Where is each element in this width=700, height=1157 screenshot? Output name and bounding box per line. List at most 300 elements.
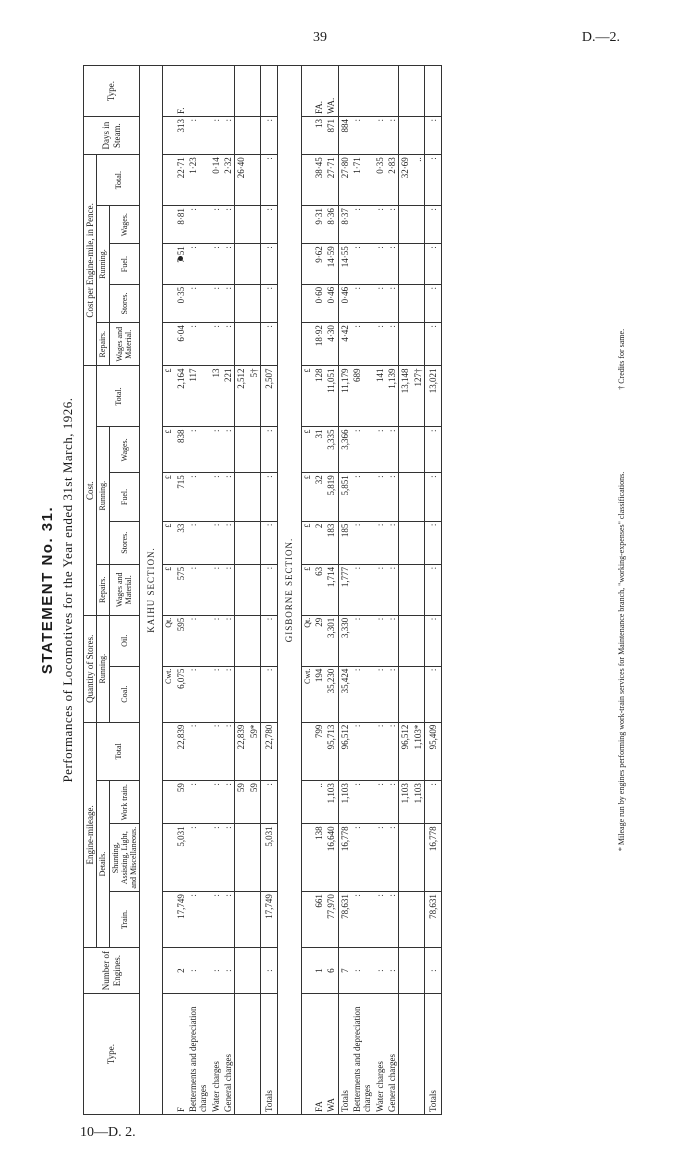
subtotal-row xyxy=(412,66,425,1115)
cell-days-steam: : xyxy=(386,117,399,155)
cell-pence-fuel: : xyxy=(187,244,210,285)
col-type: Type. xyxy=(84,994,140,1115)
units-row xyxy=(301,66,313,1115)
cell-cost-stores: : xyxy=(210,521,222,564)
cell-cost-repairs: 63 xyxy=(313,564,325,615)
cell-pence-total: 0·14 xyxy=(210,155,222,206)
cell-pence-total: 1·71 xyxy=(351,155,374,206)
cell-pence-total: 2·83 xyxy=(386,155,399,206)
cell-train: : xyxy=(187,892,210,948)
locomotive-performance-table xyxy=(83,65,442,1115)
cell-type-right: F. xyxy=(175,66,187,117)
table-row xyxy=(313,66,325,1115)
col-cost-wages: Wages. xyxy=(109,427,140,473)
cell-days-steam: : xyxy=(187,117,210,155)
col-stores-running: Running. xyxy=(97,615,109,722)
unit-pound: £ xyxy=(163,521,175,564)
cell-oil: : xyxy=(261,615,278,666)
cell-cost-wages: : xyxy=(187,427,210,473)
cell-pence-repairs: : xyxy=(210,323,222,366)
cell-coal: : xyxy=(425,666,442,722)
cell-mileage-total: 95,713 xyxy=(325,722,338,781)
cell-pence-repairs: 4·30 xyxy=(325,323,338,366)
col-pence-running: Running. xyxy=(97,206,109,323)
cell-cost-wages: : xyxy=(222,427,235,473)
cell-pence-fuel: : xyxy=(425,244,442,285)
cell-shunting: 16,778 xyxy=(425,824,442,892)
footnote-mileage: * Mileage run by engines performing work-train services for Maintenance branch, "working-expenses" classifications. xyxy=(617,471,626,852)
cell-cost-total: 11,051 xyxy=(325,366,338,427)
cell-cost-repairs: : xyxy=(374,564,386,615)
cell-train: 661 xyxy=(313,892,325,948)
col-days-steam: Days in Steam. xyxy=(84,117,140,155)
col-work-train: Work train. xyxy=(109,781,140,824)
cell-pence-stores: 0·46 xyxy=(325,284,338,322)
cell-engines: : xyxy=(210,948,222,994)
col-pence-total: Total. xyxy=(97,155,140,206)
col-details: Details. xyxy=(97,781,109,948)
cell-days-steam: 884 xyxy=(338,117,351,155)
cell-mileage-total: 1,103* xyxy=(412,722,425,781)
cell-pence-fuel: : xyxy=(386,244,399,285)
cell-pence-repairs: : xyxy=(187,323,210,366)
cell-pence-fuel: : xyxy=(222,244,235,285)
cell-cost-total: 128 xyxy=(313,366,325,427)
row-type: WA xyxy=(325,994,338,1115)
col-engine-mileage: Engine-mileage. xyxy=(84,722,97,947)
cell-mileage-total: : xyxy=(351,722,374,781)
cell-work-train: 1,103 xyxy=(338,781,351,824)
cell-train: : xyxy=(210,892,222,948)
cell-pence-wages: : xyxy=(261,206,278,244)
cell-cost-stores: 185 xyxy=(338,521,351,564)
cell-pence-wages: : xyxy=(187,206,210,244)
cell-pence-wages: : xyxy=(210,206,222,244)
section-header xyxy=(278,66,301,1115)
cell-cost-wages: : xyxy=(261,427,278,473)
cell-shunting: : xyxy=(386,824,399,892)
section-title-kaihu: KAIHU SECTION. xyxy=(140,66,163,1115)
cell-coal: 35,424 xyxy=(338,666,351,722)
cell-engines: 2 xyxy=(175,948,187,994)
footer-reference: 10—D. 2. xyxy=(80,1125,136,1140)
cell-pence-wages: 8·36 xyxy=(325,206,338,244)
cell-cost-total: 5† xyxy=(248,366,261,427)
subtotal-row xyxy=(399,66,412,1115)
col-type-right: Type. xyxy=(84,66,140,117)
cell-pence-repairs: 18·92 xyxy=(313,323,325,366)
cell-pence-fuel: 9·62 xyxy=(313,244,325,285)
unit-qt: Qt. xyxy=(301,615,313,666)
cell-cost-fuel: : xyxy=(425,473,442,521)
unit-pound: £ xyxy=(301,521,313,564)
totals-row xyxy=(338,66,351,1115)
cell-engines: : xyxy=(222,948,235,994)
cell-work-train: : xyxy=(374,781,386,824)
cell-days-steam: : xyxy=(425,117,442,155)
cell-cost-fuel: : xyxy=(261,473,278,521)
row-type: Water charges xyxy=(374,994,386,1115)
row-type: General charges xyxy=(386,994,399,1115)
cell-work-train: 1,103 xyxy=(412,781,425,824)
cell-pence-stores: : xyxy=(210,284,222,322)
cell-cost-stores: : xyxy=(374,521,386,564)
cell-oil: : xyxy=(187,615,210,666)
cell-work-train: : xyxy=(222,781,235,824)
row-type: FA xyxy=(313,994,325,1115)
cell-cost-total: 13 xyxy=(210,366,222,427)
cell-cost-stores: : xyxy=(187,521,210,564)
cell-pence-total: 27·80 xyxy=(338,155,351,206)
cell-pence-fuel: : xyxy=(351,244,374,285)
row-type: Betterments and depreciation charges xyxy=(187,994,210,1115)
cell-work-train: .. xyxy=(313,781,325,824)
cell-pence-stores: : xyxy=(351,284,374,322)
cell-type-right: WA. xyxy=(325,66,338,117)
cell-cost-stores: 2 xyxy=(313,521,325,564)
cell-oil: 29 xyxy=(313,615,325,666)
col-cost-running: Running. xyxy=(97,427,109,564)
cell-pence-stores: 0·46 xyxy=(338,284,351,322)
cell-cost-wages: 3,335 xyxy=(325,427,338,473)
cell-cost-repairs: : xyxy=(210,564,222,615)
units-row xyxy=(163,66,175,1115)
cell-train: : xyxy=(386,892,399,948)
cell-mileage-total: : xyxy=(187,722,210,781)
row-type: Totals xyxy=(425,994,442,1115)
col-num-engines: Number of Engines. xyxy=(84,948,140,994)
cell-oil: : xyxy=(386,615,399,666)
cell-cost-repairs: : xyxy=(386,564,399,615)
cell-pence-total: 22·71 xyxy=(175,155,187,206)
cell-pence-fuel: 14·55 xyxy=(338,244,351,285)
cell-shunting: 16,640 xyxy=(325,824,338,892)
cell-cost-wages: 3,366 xyxy=(338,427,351,473)
cell-pence-stores: 0·60 xyxy=(313,284,325,322)
cell-cost-stores: : xyxy=(222,521,235,564)
cell-cost-repairs: : xyxy=(187,564,210,615)
cell-pence-wages: : xyxy=(374,206,386,244)
cell-cost-wages: 838 xyxy=(175,427,187,473)
totals-row xyxy=(425,66,442,1115)
cell-pence-stores: : xyxy=(425,284,442,322)
cell-days-steam: : xyxy=(374,117,386,155)
cell-pence-total: 1·23 xyxy=(187,155,210,206)
col-pence-wages-material: Wages and Material. xyxy=(109,323,140,366)
table-row xyxy=(351,66,374,1115)
cell-cost-stores: 183 xyxy=(325,521,338,564)
cell-shunting: 5,031 xyxy=(175,824,187,892)
col-train: Train. xyxy=(109,892,140,948)
row-type: Betterments and depreciation charges xyxy=(351,994,374,1115)
cell-train: 77,970 xyxy=(325,892,338,948)
cell-cost-repairs: : xyxy=(351,564,374,615)
cell-pence-fuel: 7·51 xyxy=(175,244,187,285)
cell-cost-fuel: : xyxy=(210,473,222,521)
unit-pound: £ xyxy=(163,366,175,427)
cell-cost-fuel: 5,851 xyxy=(338,473,351,521)
unit-pound: £ xyxy=(163,473,175,521)
cell-pence-repairs: : xyxy=(222,323,235,366)
row-type: Totals xyxy=(338,994,351,1115)
unit-pound: £ xyxy=(163,564,175,615)
cell-oil: : xyxy=(374,615,386,666)
cell-pence-repairs: : xyxy=(374,323,386,366)
cell-cost-repairs: 575 xyxy=(175,564,187,615)
cell-cost-fuel: : xyxy=(374,473,386,521)
document-reference: D.—2. xyxy=(581,30,620,45)
cell-type-right: FA. xyxy=(313,66,325,117)
table-row xyxy=(210,66,222,1115)
unit-pound: £ xyxy=(301,473,313,521)
row-type: Water charges xyxy=(210,994,222,1115)
cell-pence-total: 27·71 xyxy=(325,155,338,206)
cell-work-train: : xyxy=(187,781,210,824)
cell-cost-wages: : xyxy=(210,427,222,473)
col-cost-per-mile: Cost per Engine-mile, in Pence. xyxy=(84,155,97,366)
cell-cost-stores: : xyxy=(425,521,442,564)
subtotal-row xyxy=(235,66,248,1115)
cell-cost-total: 117 xyxy=(187,366,210,427)
cell-work-train: 59 xyxy=(248,781,261,824)
cell-shunting: 5,031 xyxy=(261,824,278,892)
cell-pence-repairs: 4·42 xyxy=(338,323,351,366)
cell-pence-total: : xyxy=(261,155,278,206)
unit-pound: £ xyxy=(301,366,313,427)
cell-coal: 6,075 xyxy=(175,666,187,722)
col-cost-wages-material: Wages and Material. xyxy=(109,564,140,615)
section-title-gisborne: GISBORNE SECTION. xyxy=(278,66,301,1115)
table-row xyxy=(386,66,399,1115)
col-oil: Oil. xyxy=(109,615,140,666)
cell-train: : xyxy=(374,892,386,948)
cell-coal: : xyxy=(222,666,235,722)
row-type: Totals xyxy=(261,994,278,1115)
cell-coal: : xyxy=(261,666,278,722)
cell-pence-repairs: : xyxy=(425,323,442,366)
cell-train: 78,631 xyxy=(338,892,351,948)
col-cost-total: Total. xyxy=(97,366,140,427)
cell-pence-stores: : xyxy=(386,284,399,322)
cell-days-steam: : xyxy=(261,117,278,155)
cell-engines: 1 xyxy=(313,948,325,994)
table-row xyxy=(187,66,210,1115)
cell-mileage-total: : xyxy=(386,722,399,781)
subtotal-row xyxy=(248,66,261,1115)
cell-pence-total: : xyxy=(425,155,442,206)
cell-oil: : xyxy=(222,615,235,666)
cell-mileage-total: 95,409 xyxy=(425,722,442,781)
cell-work-train: : xyxy=(425,781,442,824)
cell-cost-fuel: 715 xyxy=(175,473,187,521)
col-pence-fuel: Fuel. xyxy=(109,244,140,285)
cell-pence-stores: 0·35 xyxy=(175,284,187,322)
cell-cost-fuel: 5,819 xyxy=(325,473,338,521)
row-type: F xyxy=(175,994,187,1115)
cell-cost-wages: : xyxy=(374,427,386,473)
cell-cost-total: 13,021 xyxy=(425,366,442,427)
unit-pound: £ xyxy=(301,427,313,473)
cell-work-train: : xyxy=(210,781,222,824)
cell-cost-fuel: : xyxy=(187,473,210,521)
cell-cost-total: 13,148 xyxy=(399,366,412,427)
col-cost-fuel: Fuel. xyxy=(109,473,140,521)
cell-oil: 3,301 xyxy=(325,615,338,666)
cell-days-steam: 871 xyxy=(325,117,338,155)
cell-pence-fuel: : xyxy=(210,244,222,285)
cell-pence-wages: : xyxy=(425,206,442,244)
cell-work-train: : xyxy=(261,781,278,824)
cell-cost-total: 11,179 xyxy=(338,366,351,427)
cell-train: 17,749 xyxy=(175,892,187,948)
cell-cost-total: 2,507 xyxy=(261,366,278,427)
cell-days-steam: : xyxy=(210,117,222,155)
cell-shunting: : xyxy=(187,824,210,892)
cell-engines: : xyxy=(425,948,442,994)
cell-days-steam: 313 xyxy=(175,117,187,155)
cell-pence-fuel: : xyxy=(261,244,278,285)
cell-mileage-total: 22,839 xyxy=(175,722,187,781)
unit-pound: £ xyxy=(163,427,175,473)
cell-coal: : xyxy=(386,666,399,722)
cell-oil: : xyxy=(210,615,222,666)
cell-work-train: 59 xyxy=(235,781,248,824)
section-header xyxy=(140,66,163,1115)
cell-engines: 7 xyxy=(338,948,351,994)
cell-work-train: : xyxy=(351,781,374,824)
cell-oil: 3,330 xyxy=(338,615,351,666)
cell-engines: : xyxy=(351,948,374,994)
cell-shunting: : xyxy=(222,824,235,892)
unit-pound: £ xyxy=(301,564,313,615)
cell-work-train: 1,103 xyxy=(399,781,412,824)
rotated-statement-page xyxy=(35,65,635,1115)
cell-pence-wages: 8·37 xyxy=(338,206,351,244)
cell-pence-total: 32·69 xyxy=(399,155,412,206)
footnotes xyxy=(617,65,626,1115)
col-pence-wages: Wages. xyxy=(109,206,140,244)
cell-pence-repairs: : xyxy=(351,323,374,366)
cell-cost-wages: : xyxy=(351,427,374,473)
table-row xyxy=(374,66,386,1115)
cell-shunting: 16,778 xyxy=(338,824,351,892)
cell-pence-stores: : xyxy=(374,284,386,322)
cell-pence-total: .. xyxy=(412,155,425,206)
cell-pence-total: 2·32 xyxy=(222,155,235,206)
cell-cost-repairs: 1,777 xyxy=(338,564,351,615)
cell-train: : xyxy=(222,892,235,948)
cell-oil: 595 xyxy=(175,615,187,666)
cell-mileage-total: 96,512 xyxy=(338,722,351,781)
cell-cost-repairs: 1,714 xyxy=(325,564,338,615)
cell-engines: : xyxy=(187,948,210,994)
cell-coal: : xyxy=(210,666,222,722)
col-cost-stores: Stores. xyxy=(109,521,140,564)
cell-cost-total: 2,164 xyxy=(175,366,187,427)
cell-train: : xyxy=(351,892,374,948)
cell-coal: : xyxy=(187,666,210,722)
cell-pence-repairs: : xyxy=(386,323,399,366)
cell-oil: : xyxy=(425,615,442,666)
table-row xyxy=(175,66,187,1115)
cell-pence-stores: : xyxy=(187,284,210,322)
cell-work-train: 1,103 xyxy=(325,781,338,824)
cell-cost-repairs: : xyxy=(222,564,235,615)
col-pence-repairs: Repairs. xyxy=(97,323,109,366)
cell-mileage-total: 59* xyxy=(248,722,261,781)
cell-engines: 6 xyxy=(325,948,338,994)
cell-cost-repairs: : xyxy=(425,564,442,615)
col-cost: Cost. xyxy=(84,366,97,615)
cell-pence-stores: : xyxy=(261,284,278,322)
cell-pence-fuel: 14·59 xyxy=(325,244,338,285)
cell-cost-total: 2,512 xyxy=(235,366,248,427)
col-shunting: Shunting, Assisting, Light, and Miscellaneous. xyxy=(109,824,140,892)
table-row xyxy=(222,66,235,1115)
table-row xyxy=(325,66,338,1115)
cell-cost-stores: : xyxy=(261,521,278,564)
cell-pence-wages: 9·31 xyxy=(313,206,325,244)
cell-shunting: : xyxy=(374,824,386,892)
cell-cost-stores: : xyxy=(351,521,374,564)
cell-pence-repairs: : xyxy=(261,323,278,366)
row-type: General charges xyxy=(222,994,235,1115)
cell-mileage-total: 96,512 xyxy=(399,722,412,781)
cell-coal: 194 xyxy=(313,666,325,722)
unit-qt: Qt. xyxy=(163,615,175,666)
footnote-credits: † Credits for same. xyxy=(617,328,626,390)
cell-cost-stores: 33 xyxy=(175,521,187,564)
cell-days-steam: 13 xyxy=(313,117,325,155)
cell-mileage-total: : xyxy=(210,722,222,781)
cell-shunting: : xyxy=(210,824,222,892)
cell-mileage-total: 22,780 xyxy=(261,722,278,781)
cell-pence-wages: : xyxy=(351,206,374,244)
cell-pence-wages: : xyxy=(386,206,399,244)
cell-days-steam: : xyxy=(351,117,374,155)
cell-cost-fuel: : xyxy=(386,473,399,521)
cell-cost-total: 141 xyxy=(374,366,386,427)
cell-work-train: : xyxy=(386,781,399,824)
statement-titles xyxy=(35,65,76,1115)
cell-cost-repairs: : xyxy=(261,564,278,615)
cell-cost-wages: : xyxy=(425,427,442,473)
cell-cost-fuel: : xyxy=(351,473,374,521)
cell-mileage-total: : xyxy=(222,722,235,781)
page-number: 39 xyxy=(313,30,327,45)
col-quantity-stores: Quantity of Stores. xyxy=(84,615,97,722)
cell-days-steam: : xyxy=(222,117,235,155)
cell-engines: : xyxy=(374,948,386,994)
cell-cost-total: 689 xyxy=(351,366,374,427)
unit-cwt: Cwt. xyxy=(301,666,313,722)
cell-mileage-total: : xyxy=(374,722,386,781)
cell-shunting: : xyxy=(351,824,374,892)
cell-coal: 35,230 xyxy=(325,666,338,722)
cell-train: 17,749 xyxy=(261,892,278,948)
cell-mileage-total: 22,839 xyxy=(235,722,248,781)
cell-cost-total: 221 xyxy=(222,366,235,427)
col-cost-repairs: Repairs. xyxy=(97,564,109,615)
cell-pence-total: 38·45 xyxy=(313,155,325,206)
cell-pence-fuel: : xyxy=(374,244,386,285)
cell-pence-total: 26·40 xyxy=(235,155,248,206)
cell-cost-wages: 31 xyxy=(313,427,325,473)
cell-cost-stores: : xyxy=(386,521,399,564)
cell-cost-total: 127† xyxy=(412,366,425,427)
cell-pence-total: 0·35 xyxy=(374,155,386,206)
cell-train: 78,631 xyxy=(425,892,442,948)
